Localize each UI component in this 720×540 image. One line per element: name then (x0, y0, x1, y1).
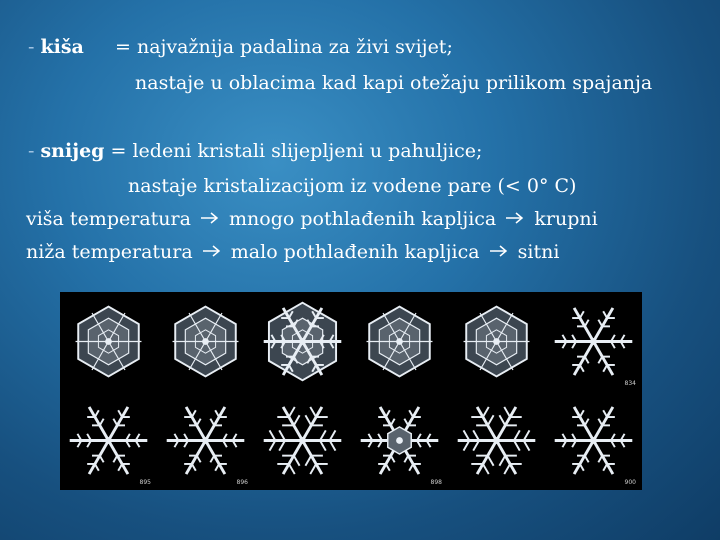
arrow-right-icon (486, 240, 512, 264)
arrow-right-icon (502, 207, 528, 231)
snowflake-image (60, 292, 157, 391)
rain-line-1 (28, 35, 84, 59)
snowflake-image (351, 292, 448, 391)
snowflake-image (448, 292, 545, 391)
snowflake-image (448, 391, 545, 490)
arrow-right-icon (197, 207, 223, 231)
higher-temp-line (26, 207, 598, 231)
snow-term: snijeg (40, 140, 105, 162)
lower-temp-line (26, 240, 559, 264)
snow-formation: nastaje kristalizacijom iz vodene pare (< 0° C) (128, 175, 577, 197)
photo-number: 896 (236, 479, 248, 486)
snowflake-image (60, 391, 157, 490)
photo-number: 834 (624, 380, 636, 387)
lower-temp-start: niža temperatura (26, 241, 193, 263)
photo-number: 898 (430, 479, 442, 486)
photo-number: 895 (139, 479, 151, 486)
snowflake-image (157, 391, 254, 490)
snowflake-image (545, 292, 642, 391)
snowflake-image (351, 391, 448, 490)
snowflake-image (545, 391, 642, 490)
higher-temp-end: krupni (534, 208, 598, 230)
snowflake-photo (60, 292, 642, 490)
rain-formation: nastaje u oblacima kad kapi otežaju prilikom spajanja (135, 72, 653, 94)
snow-line-1 (28, 139, 482, 163)
rain-term: kiša (40, 36, 84, 58)
lower-temp-middle: malo pothlađenih kapljica (230, 241, 480, 263)
lower-temp-end: sitni (517, 241, 560, 263)
rain-dash: - (28, 36, 35, 58)
snowflake-image (157, 292, 254, 391)
photo-number: 900 (624, 479, 636, 486)
snowflake-image (254, 292, 351, 391)
higher-temp-start: viša temperatura (26, 208, 191, 230)
higher-temp-middle: mnogo pothlađenih kapljica (229, 208, 497, 230)
snowflake-image (254, 391, 351, 490)
snow-definition: = ledeni kristali slijepljeni u pahuljice; (110, 140, 483, 162)
arrow-right-icon (199, 240, 225, 264)
snow-dash: - (28, 140, 35, 162)
rain-definition: = najvažnija padalina za živi svijet; (115, 36, 453, 58)
